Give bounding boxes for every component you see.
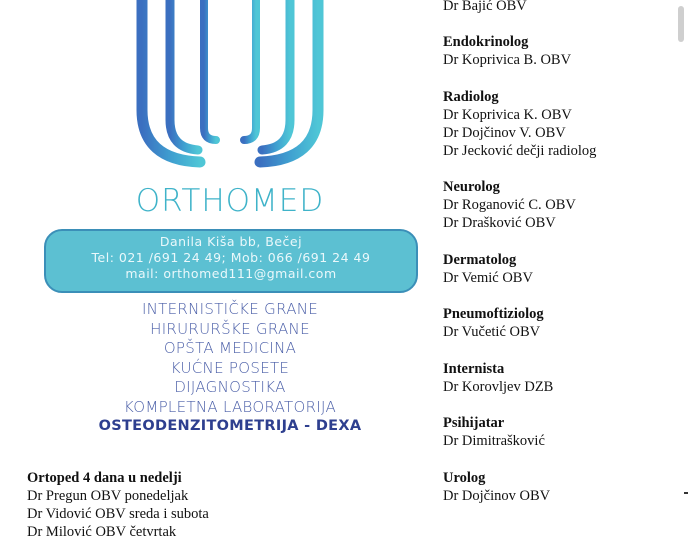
doctor-name: Dr Drašković OBV <box>443 215 556 231</box>
doctor-name: Dr Roganović C. OBV <box>443 197 576 213</box>
specialty-title: Urolog <box>443 470 486 486</box>
service-item-highlight: OSTEODENZITOMETRIJA - DEXA <box>98 418 362 434</box>
doctor-name: Dr Dojčinov V. OBV <box>443 125 566 141</box>
doctor-name: Dr Dimitrašković <box>443 433 545 449</box>
specialty-title: Dermatolog <box>443 252 517 268</box>
doctor-name: Dr Vučetić OBV <box>443 324 541 340</box>
partial-doctor <box>443 0 527 15</box>
doctor-name: Dr Vidović OBV sreda i subota <box>27 506 209 522</box>
contact-box <box>44 229 418 293</box>
doctor-name: Dr Koprivica B. OBV <box>443 52 572 68</box>
service-item: DIJAGNOSTIKA <box>174 378 286 396</box>
doctor-name: Dr Korovljev DZB <box>443 379 554 395</box>
specialty-title: Ortoped 4 dana u nedelji <box>27 470 182 486</box>
edge-mark <box>684 492 688 494</box>
service-item: KUĆNE POSETE <box>170 358 290 377</box>
specialty-title: Internista <box>443 361 505 377</box>
service-item: KOMPLETNA LABORATORIJA <box>123 397 337 416</box>
doctor-name: Dr Dojčinov OBV <box>443 488 551 504</box>
specialty-endokrinolog <box>443 33 571 69</box>
specialty-title: Radiolog <box>443 89 499 105</box>
specialty-title: Neurolog <box>443 179 500 195</box>
scrollbar-thumb[interactable] <box>678 6 684 42</box>
brand-name: ORTHOMED <box>135 183 325 219</box>
specialty-title: Psihijatar <box>443 415 505 431</box>
contact-address: Danila Kiša bb, Bečej <box>159 234 303 249</box>
service-item: OPŠTA MEDICINA <box>163 339 297 357</box>
doctor-name: Dr Bajić OBV <box>443 0 527 14</box>
specialty-neurolog <box>443 178 576 232</box>
contact-phone: Tel: 021 /691 24 49; Mob: 066 /691 24 49 <box>91 250 371 265</box>
doctor-name: Dr Pregun OBV ponedeljak <box>27 488 189 504</box>
service-item: HIRURURŠKE GRANE <box>150 319 310 338</box>
specialty-urolog <box>443 469 550 505</box>
doctor-name: Dr Jecković dečji radiolog <box>443 143 597 159</box>
orthomed-logo-icon <box>130 0 330 168</box>
specialty-dermatolog <box>443 251 533 287</box>
contact-email[interactable]: mail: orthomed111@gmail.com <box>125 266 337 281</box>
specialty-title: Endokrinolog <box>443 34 529 50</box>
specialty-pneumoftiziolog <box>443 305 544 341</box>
services-list <box>60 300 400 437</box>
specialty-internista <box>443 360 553 396</box>
service-item: INTERNISTIČKE GRANE <box>141 300 319 318</box>
specialty-radiolog <box>443 88 596 160</box>
doctor-name: Dr Vemić OBV <box>443 270 533 286</box>
doctor-name: Dr Milović OBV četvrtak <box>27 524 177 540</box>
specialty-title: Pneumoftiziolog <box>443 306 544 322</box>
specialty-psihijatar <box>443 414 545 450</box>
doctor-name: Dr Koprivica K. OBV <box>443 107 572 123</box>
specialty-ortoped <box>27 469 209 541</box>
